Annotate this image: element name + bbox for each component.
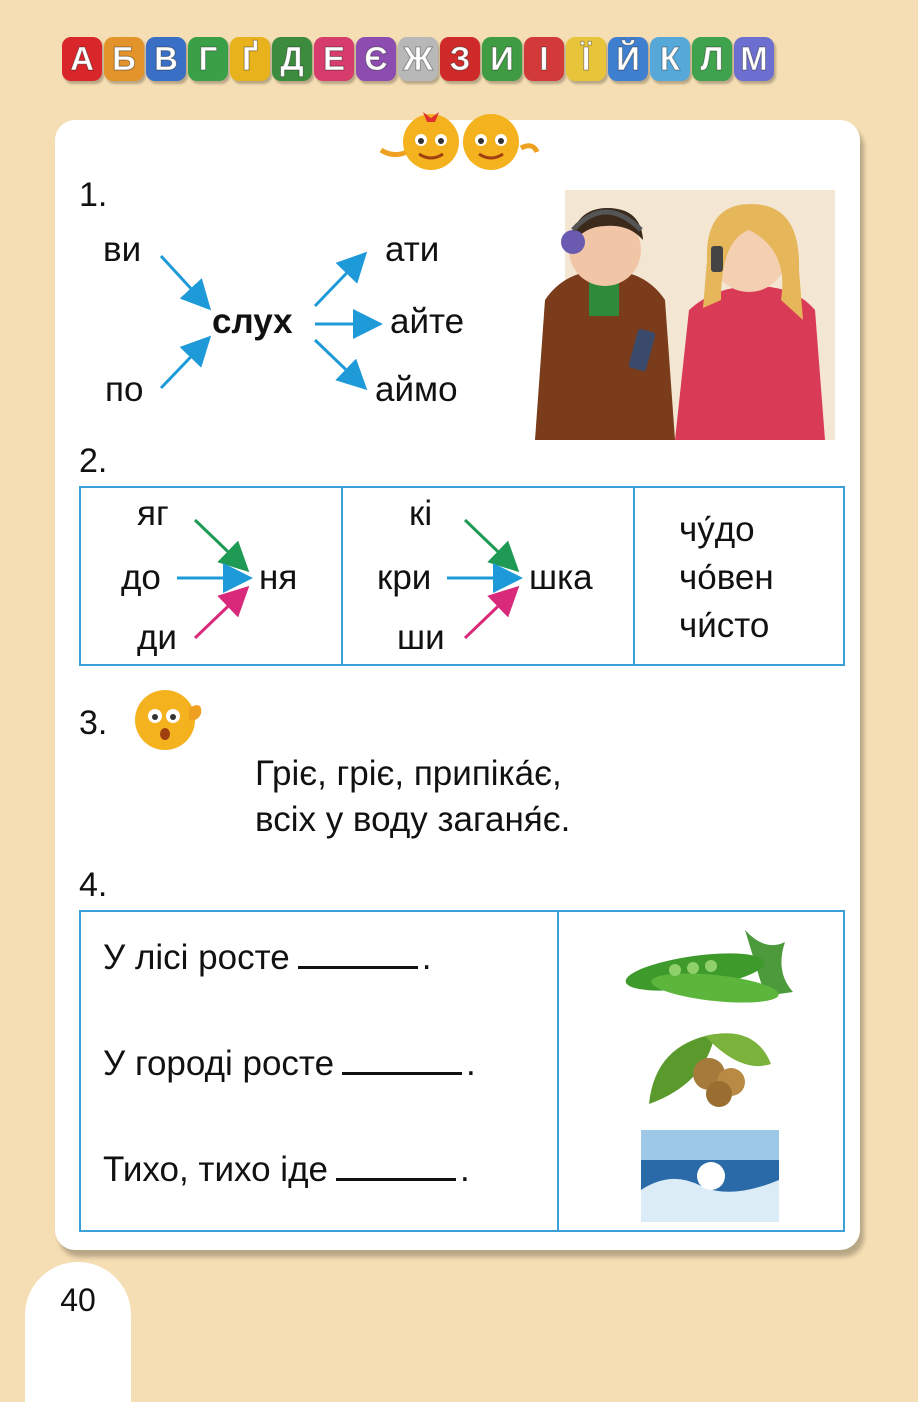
letter-tile: А <box>62 37 102 81</box>
sentence <box>103 936 431 978</box>
prefix-vy: ви <box>103 230 142 269</box>
letter-tile: Ї <box>566 37 606 81</box>
pictures-cell <box>558 911 844 1231</box>
letter-tile: Д <box>272 37 312 81</box>
page-number-badge <box>25 1262 131 1402</box>
sentence-text: У лісі росте <box>103 938 290 977</box>
letter-tile: Б <box>104 37 144 81</box>
hazelnut-icon <box>645 1024 775 1114</box>
sentence-end: . <box>421 938 432 977</box>
exercise-card <box>55 120 860 1250</box>
suffix-aite: айте <box>390 302 465 341</box>
word: чи́сто <box>679 606 770 645</box>
root-word: слух <box>212 302 293 341</box>
letter-tile: Е <box>314 37 354 81</box>
syllable: ди <box>137 618 177 657</box>
letter-tile: Г <box>188 37 228 81</box>
sentence-text: У городі росте <box>103 1044 335 1083</box>
sentences-cell <box>80 911 558 1231</box>
syllable: кри <box>377 558 432 597</box>
answer-blank[interactable] <box>336 1148 456 1181</box>
riddle-line-1: Гріє, гріє, припіка́є, <box>255 754 562 793</box>
exercise-4-table <box>79 910 845 1232</box>
letter-tile: К <box>650 37 690 81</box>
children-phones-illustration <box>525 190 835 450</box>
letter-tile: Й <box>608 37 648 81</box>
smiley-faces-icon <box>373 108 543 178</box>
snow-icon <box>641 1130 779 1222</box>
letter-tile: Є <box>356 37 396 81</box>
suffix-aimo: аймо <box>375 370 458 409</box>
sentence-end: . <box>466 1044 476 1083</box>
exercise-1-number: 1. <box>79 176 108 214</box>
word: чо́вен <box>679 558 774 597</box>
letter-tile: М <box>734 37 774 81</box>
pea-pods-icon <box>615 922 795 1012</box>
letter-tile: І <box>524 37 564 81</box>
sentence <box>103 1148 470 1190</box>
syllable-group-1 <box>80 487 342 665</box>
exercise-2-number: 2. <box>79 442 108 480</box>
letter-tile: В <box>146 37 186 81</box>
prefix-po: по <box>105 370 144 409</box>
suffix-aty: ати <box>385 230 440 269</box>
thinking-smiley-icon <box>131 686 211 752</box>
letter-tile: З <box>440 37 480 81</box>
syllable: до <box>121 558 161 597</box>
letter-tile: Ж <box>398 37 438 81</box>
answer-blank[interactable] <box>298 936 418 969</box>
exercise-2-table <box>79 486 845 666</box>
exercise-3-number: 3. <box>79 704 108 742</box>
exercise-4-number: 4. <box>79 866 108 904</box>
letter-tile: Л <box>692 37 732 81</box>
syllable: яг <box>137 494 169 533</box>
word: чу́до <box>679 510 755 549</box>
syllable-group-2 <box>342 487 634 665</box>
syllable-ending: ня <box>259 558 298 597</box>
alphabet-strip <box>62 34 862 84</box>
word-building-arrows <box>145 240 385 400</box>
riddle-line-2: всіх у воду заганя́є. <box>255 800 571 839</box>
syllable-arrows <box>447 508 527 648</box>
sentence-text: Тихо, тихо іде <box>103 1150 328 1189</box>
sentence-end: . <box>459 1150 470 1189</box>
letter-tile: Ґ <box>230 37 270 81</box>
syllable-ending: шка <box>529 558 593 597</box>
page-number: 40 <box>60 1282 96 1318</box>
syllable: ши <box>397 618 445 657</box>
sentence <box>103 1042 476 1084</box>
letter-tile: И <box>482 37 522 81</box>
stressed-words <box>634 487 844 665</box>
syllable: кі <box>409 494 433 533</box>
answer-blank[interactable] <box>342 1042 462 1075</box>
syllable-arrows <box>177 508 257 648</box>
